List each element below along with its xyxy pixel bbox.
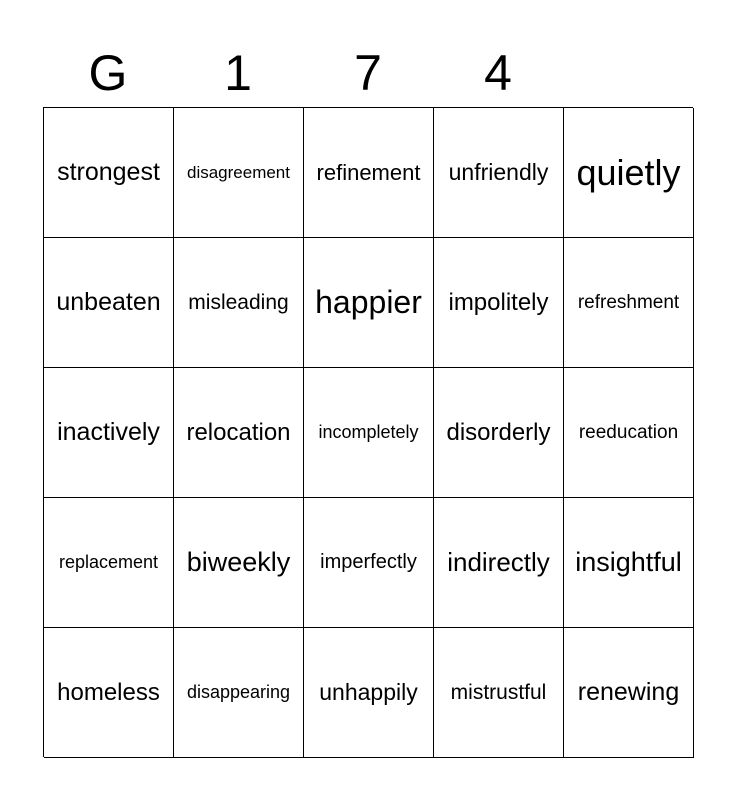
bingo-cell[interactable]	[564, 628, 694, 758]
bingo-cell[interactable]	[44, 108, 174, 238]
bingo-cell[interactable]	[434, 498, 564, 628]
cell-word: refinement	[316, 159, 421, 185]
cell-word: misleading	[188, 290, 289, 314]
bingo-cell[interactable]	[44, 628, 174, 758]
bingo-cell[interactable]	[304, 498, 434, 628]
bingo-cell[interactable]	[174, 368, 304, 498]
cell-word: unhappily	[319, 679, 418, 705]
cell-word: imperfectly	[320, 551, 417, 573]
header-letter: G	[88, 45, 128, 101]
header-letter: 7	[354, 45, 382, 101]
bingo-cell[interactable]	[174, 108, 304, 238]
cell-word: replacement	[58, 552, 159, 572]
cell-word: refreshment	[577, 291, 680, 313]
bingo-cell[interactable]	[44, 368, 174, 498]
bingo-cell[interactable]	[174, 628, 304, 758]
bingo-cell[interactable]	[304, 368, 434, 498]
bingo-cell[interactable]	[564, 368, 694, 498]
bingo-cell[interactable]	[304, 238, 434, 368]
cell-word: renewing	[577, 678, 680, 706]
cell-word: impolitely	[448, 288, 549, 316]
bingo-cell[interactable]	[434, 238, 564, 368]
bingo-cell[interactable]	[564, 108, 694, 238]
bingo-grid	[43, 107, 693, 757]
cell-word: relocation	[186, 418, 291, 446]
bingo-cell[interactable]	[44, 238, 174, 368]
bingo-cell[interactable]	[434, 108, 564, 238]
header-letter: 4	[484, 45, 512, 101]
bingo-cell[interactable]	[304, 628, 434, 758]
cell-word: reeducation	[578, 421, 679, 443]
cell-word: strongest	[57, 158, 160, 186]
cell-word: disorderly	[446, 418, 551, 446]
cell-word: quietly	[576, 151, 681, 193]
cell-word: incompletely	[318, 422, 419, 442]
cell-word: disagreement	[186, 162, 290, 182]
bingo-cell[interactable]	[44, 498, 174, 628]
bingo-cell[interactable]	[434, 368, 564, 498]
bingo-cell[interactable]	[564, 238, 694, 368]
header-letter: 1	[224, 45, 252, 101]
cell-word: mistrustful	[450, 680, 547, 704]
bingo-cell[interactable]	[434, 628, 564, 758]
cell-word: disappearing	[186, 682, 291, 702]
cell-word: happier	[315, 284, 422, 320]
bingo-cell[interactable]	[304, 108, 434, 238]
bingo-cell[interactable]	[174, 238, 304, 368]
bingo-cell[interactable]	[174, 498, 304, 628]
cell-word: insightful	[575, 547, 682, 577]
cell-word: unfriendly	[448, 159, 549, 185]
cell-word: indirectly	[447, 547, 550, 577]
cell-word: biweekly	[186, 547, 291, 577]
cell-word: inactively	[57, 418, 160, 446]
bingo-cell[interactable]	[564, 498, 694, 628]
cell-word: homeless	[57, 678, 160, 706]
cell-word: unbeaten	[56, 288, 161, 316]
